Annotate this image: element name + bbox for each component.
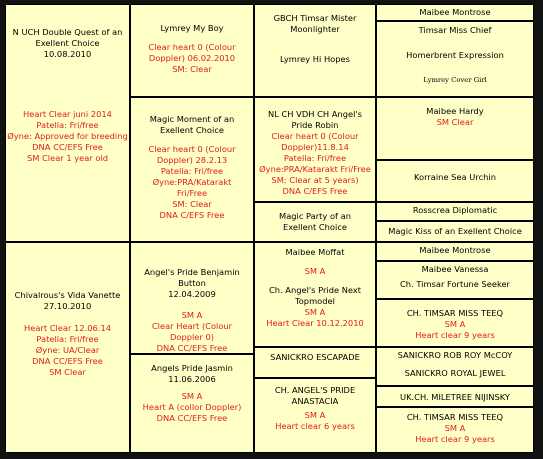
gen4-cell (376, 386, 534, 407)
ancestor-health-line: DNA C/EFS Free (282, 186, 348, 196)
ancestor-health-line: DNA CC/EFS Free (156, 413, 228, 423)
dam-sire-cell (130, 242, 254, 354)
ancestor-name: SANICKRO ESCAPADE (270, 352, 360, 362)
ancestor-health-line: Øyne:PRA/Katarakt Fri/Free (259, 164, 371, 174)
ancestor-name: Ch. Timsar Fortune Seeker (400, 279, 510, 289)
ancestor-name: Maibee Hardy (426, 106, 484, 116)
gen3-cell (254, 97, 376, 202)
dam-cell (5, 242, 130, 453)
ancestor-name: Timsar Miss Chief (418, 25, 492, 35)
ancestor-name: Angels Pride Jasmin (151, 363, 233, 373)
dam-health-line: SM Clear (49, 367, 86, 377)
dam-dam-cell (130, 354, 254, 453)
ancestor-name: UK.CH. MILETREE NIJINSKY (400, 392, 510, 402)
ancestor-name: Lymrey Hi Hopes (280, 54, 350, 64)
ancestor-health-line: SM: Clear (172, 64, 212, 74)
ancestor-health-line: Heart A (collor Doppler) (142, 402, 242, 412)
dam-name: Chivalrous's Vida Vanette (14, 290, 121, 300)
ancestor-health-line: SM A (181, 391, 203, 401)
ancestor-health-line: Øyne:PRA/Katarakt Fri/Free (152, 177, 232, 198)
ancestor-name: Magic Moment of an Exellent Choice (149, 114, 235, 135)
ancestor-name: Angel's Pride Benjamin Button (144, 267, 240, 288)
ancestor-date: 12.04.2009 (168, 289, 216, 299)
ancestor-name: Rosscrea Diplomatic (412, 205, 498, 215)
gen4-cell (376, 160, 534, 202)
ancestor-name: Lymrey Cover Girl (423, 76, 487, 84)
sire-health-line: Heart Clear juni 2014 (23, 109, 112, 119)
ancestor-health-line: Heart Clear 10.12.2010 (266, 318, 364, 328)
dam-date: 27.10.2010 (43, 301, 92, 311)
gen4-cell (376, 21, 534, 97)
ancestor-health-line: SM A (444, 319, 466, 329)
gen4-cell (376, 261, 534, 299)
ancestor-name: Homerbrent Expression (406, 50, 504, 60)
ancestor-health-line: SM Clear (436, 117, 474, 127)
gen3-cell (254, 242, 376, 347)
gen4-cell (376, 242, 534, 261)
ancestor-name: Magic Party of an Exellent Choice (279, 211, 351, 232)
ancestor-health-line: Heart clear 6 years (275, 421, 355, 431)
dam-health-line: Patella: Fri/free (36, 334, 99, 344)
ancestor-name: NL CH VDH CH Angel's Pride Robin (268, 109, 362, 130)
pedigree-table (5, 4, 534, 453)
ancestor-name: Korraine Sea Urchin (414, 172, 496, 182)
sire-health-line: DNA CC/EFS Free (32, 142, 103, 152)
ancestor-name: Maibee Moffat (285, 247, 345, 257)
dam-health-line: Øyne: UA/Clear (35, 345, 100, 355)
ancestor-name: SANICKRO ROB ROY McCOY (397, 350, 513, 360)
ancestor-name: CH. ANGEL'S PRIDE ANASTACIA (274, 385, 356, 406)
ancestor-health-line: DNA C/EFS Free (159, 210, 225, 220)
gen4-cell (376, 407, 534, 453)
ancestor-health-line: SM A (444, 423, 466, 433)
ancestor-health-line: Heart clear 9 years (415, 434, 495, 444)
gen4-cell (376, 202, 534, 221)
ancestor-health-line: Heart clear 9 years (415, 330, 495, 340)
ancestor-health-line: SM A (304, 266, 326, 276)
gen3-cell (254, 202, 376, 242)
sire-sire-cell (130, 4, 254, 97)
ancestor-health-line: DNA CC/EFS Free (156, 343, 228, 353)
sire-cell (5, 4, 130, 242)
sire-health-line: SM Clear 1 year old (26, 153, 109, 163)
ancestor-name: Lymrey My Boy (160, 23, 224, 33)
gen3-cell (254, 378, 376, 453)
ancestor-health-line: Clear Heart (Colour Doppler 0) (151, 321, 233, 342)
sire-dam-cell (130, 97, 254, 242)
ancestor-name: Maibee Montrose (419, 245, 491, 255)
ancestor-name: SANICKRO ROYAL JEWEL (404, 368, 506, 378)
sire-name: N UCH Double Quest of an Exellent Choice (12, 27, 123, 48)
gen4-cell (376, 4, 534, 21)
dam-health-line: Heart Clear 12.06.14 (23, 323, 111, 333)
ancestor-name: GBCH Timsar Mister Moonlighter (273, 13, 357, 34)
sire-date: 10.08.2010 (43, 49, 92, 59)
ancestor-name: Maibee Vanessa (421, 264, 489, 274)
ancestor-date: 11.06.2006 (168, 374, 216, 384)
ancestor-health-line: Clear heart 0 (Colour Doppler) 28.2.13 (148, 144, 236, 165)
gen3-cell (254, 4, 376, 97)
sire-health-line: Patella: Fri/free (36, 120, 99, 130)
ancestor-name: CH. TIMSAR MISS TEEQ (406, 308, 504, 318)
ancestor-health-line: SM A (304, 410, 326, 420)
gen4-cell (376, 221, 534, 242)
gen4-cell (376, 347, 534, 386)
ancestor-health-line: Clear heart 0 (Colour Doppler)11.8.14 (271, 131, 359, 152)
ancestor-health-line: Patella: Fri/free (283, 153, 347, 163)
ancestor-name: CH. TIMSAR MISS TEEQ (406, 412, 504, 422)
ancestor-health-line: Patella: Fri/free (160, 166, 224, 176)
gen3-cell (254, 347, 376, 378)
ancestor-health-line: SM: Clear (172, 199, 212, 209)
ancestor-health-line: Clear heart 0 (Colour Doppler) 06.02.2010 (148, 42, 236, 63)
ancestor-name: Magic Kiss of an Exellent Choice (388, 226, 522, 236)
gen4-cell (376, 97, 534, 160)
ancestor-name: Maibee Montrose (419, 7, 491, 17)
gen4-cell (376, 299, 534, 347)
ancestor-health-line: SM: Clear at 5 years) (271, 175, 359, 185)
sire-health-line: Øyne: Approved for breeding (7, 131, 128, 141)
ancestor-name: Ch. Angel's Pride Next Topmodel (268, 285, 362, 306)
ancestor-health-line: SM A (304, 307, 326, 317)
ancestor-health-line: SM A (181, 310, 203, 320)
dam-health-line: DNA CC/EFS Free (32, 356, 103, 366)
